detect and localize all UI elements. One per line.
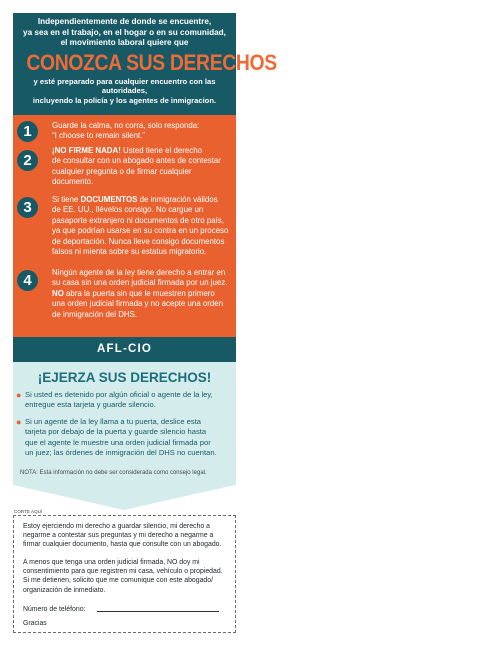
text-fragment: Usted tiene el derecho [120,146,202,155]
text-line [52,289,232,299]
text-line: un juez; las órdenes de inmigración del DHS no cuentan. [25,447,217,457]
header-intro-line: el movimiento laboral quiere que [60,38,189,47]
right-text [52,146,232,188]
consent-paragraph [23,558,228,595]
header-sub-line: incluyendo la policía y los agentes de inmigracion. [32,95,217,105]
emphasis: ¡NO FIRME NADA! [52,146,121,155]
bullet-icon: ● [16,390,22,400]
right-text [52,121,232,142]
text-fragment: de inmigración válidos [137,195,218,204]
header-intro-line: ya sea en el trabajo, en el hogar o en su comunidad, [23,27,226,37]
arrow-shape [13,485,235,510]
text-line: entregue esta tarjeta y guarde silencio. [25,400,156,410]
afl-cio-logo: AFL-CIO [13,337,236,362]
number-badge: 1 [17,121,38,142]
text-line: una orden judicial firmada y no acepte una orden [52,299,224,309]
text-line: que el agente le muestre una orden judicial firmada por [25,437,211,447]
text-line: Estoy ejerciendo mi derecho a guardar silencio, mi derecho a [23,523,210,530]
text-line: falsos ni mienta sobre su estatus migratorio. [52,247,207,257]
emphasis: NO [52,288,64,298]
number-badge: 3 [17,197,38,218]
statement-paragraph [23,522,228,550]
text-line: negarme a contestar sus preguntas y mi derecho a negarme a [23,532,214,540]
text-line: Ningún agente de la ley tiene derecho a entrar en [52,268,226,277]
text-fragment: abra la puerta sin que le muestren primero [63,288,215,298]
right-text [52,195,232,257]
text-line: su casa sin una orden judicial firmada por un juez. [52,278,228,288]
text-line: pasaporte extranjero ni documentos de otro país, [52,215,224,225]
page-title: CONOZCA SUS DERECHOS [26,49,277,75]
text-line: Si un agente de la ley llama a tu puerta, deslice esta [25,417,202,426]
text-line: tarjeta por debajo de la puerta y guarde silencio hasta [25,427,207,437]
text-line: firmar cualquier documento, hasta que consulte con un abogado. [23,541,222,549]
number-badge: 2 [17,150,38,171]
header-intro [13,13,236,49]
text-line: “I choose to remain silent.” [52,131,145,141]
header-banner [13,13,277,115]
header-sub-line: y esté preparado para cualquier encuentro con las autoridades, [33,76,216,95]
cutout-card [13,515,236,633]
text-line: de consultar con un abogado antes de contestar [52,156,221,166]
legal-note: NOTA: Esta información no debe ser considerada como consejo legal. [20,470,207,476]
text-line: consentimiento para que registren mi casa, vehículo o propiedad. [23,568,223,576]
phone-label: Número de teléfono: [23,606,86,613]
text-line [52,146,232,156]
text-line: organización de inmediato. [23,586,106,594]
rights-list [13,115,236,337]
bullet-icon: ● [16,417,22,427]
emphasis: DOCUMENTOS [80,195,138,204]
thanks-text: Gracias [23,620,47,627]
cut-label: CORTE AQUÍ [14,509,43,514]
header-subtitle [13,77,236,106]
text-line: Si usted es detenido por algún oficial o agente de la ley, [25,390,213,399]
exercise-rights-section [13,362,236,485]
text-line [52,195,232,205]
header-intro-line: Independientemente de donde se encuentre, [37,17,212,26]
number-badge: 4 [17,270,38,291]
text-fragment: Si tiene [52,195,81,204]
text-line: ya que podrían usarse en su contra en un proceso [52,226,229,236]
phone-blank [97,611,219,612]
text-line: de inmigración del DHS. [52,309,138,319]
phone-field [23,605,228,614]
list-item [16,390,231,411]
text-line: cualquier pregunta o de firmar cualquier [52,166,192,176]
section-title: ¡EJERZA SUS DERECHOS! [37,370,212,385]
text-line: Guarde la calma, no corra, solo responda: [52,121,200,130]
text-line: de deportación. Nunca lleve consigo documentos [52,236,225,246]
text-line: A menos que tenga una orden judicial firmada, NO doy mi [23,559,200,566]
right-text [52,268,232,320]
text-line: de EE. UU., llévelos consigo. No cargue un [52,205,204,215]
text-line: Si me detienen, solicito que me comunique con este abogado/ [23,577,213,585]
list-item [16,417,231,458]
text-line: documento. [52,177,94,187]
